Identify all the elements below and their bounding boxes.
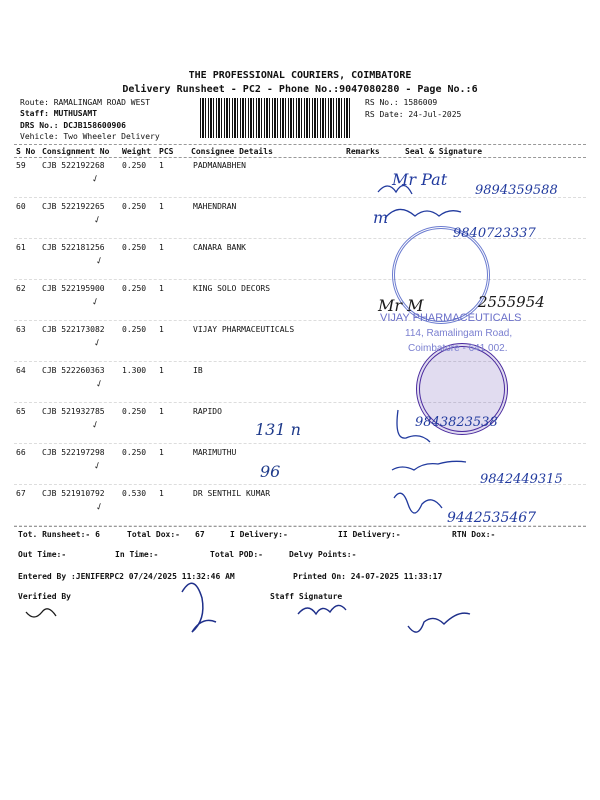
check-mark-icon: ✓ (91, 458, 103, 473)
row-pcs: 1 (159, 243, 164, 252)
check-mark-icon: ✓ (89, 417, 101, 432)
row-consignment-no: CJB 522173082 (42, 325, 105, 334)
row-sno: 67 (16, 489, 26, 498)
row-weight: 0.250 (122, 448, 147, 457)
out-time: Out Time:- (18, 550, 67, 559)
vehicle-text: Vehicle: Two Wheeler Delivery (20, 132, 160, 141)
printed-on: Printed On: 24-07-2025 11:33:17 (293, 572, 443, 581)
row-consignment-no: CJB 522260363 (42, 366, 105, 375)
row-pcs: 1 (159, 489, 164, 498)
col-pcs: PCS (159, 147, 174, 156)
rs-number: RS No.: 1586009 (365, 98, 438, 107)
totals-rule (14, 526, 586, 527)
col-consignment: Consignment No (42, 147, 110, 156)
check-mark-icon: ✓ (91, 212, 103, 227)
col-sno: S No (16, 147, 36, 156)
pharmacy-stamp-line3: Coimbatore - 641 002. (408, 343, 508, 354)
row-consignment-no: CJB 521910792 (42, 489, 105, 498)
rs-date: RS Date: 24-Jul-2025 (365, 110, 462, 119)
check-mark-icon: ✓ (93, 253, 105, 268)
row-weight: 0.250 (122, 161, 147, 170)
total-pod: Total POD:- (210, 550, 263, 559)
handwritten-phone-row60: 9840723337 (453, 226, 536, 241)
row-weight: 0.250 (122, 407, 147, 416)
row-sno: 60 (16, 202, 26, 211)
company-title: THE PROFESSIONAL COURIERS, COIMBATORE (188, 70, 412, 81)
row-sno: 64 (16, 366, 26, 375)
row-consignee: VIJAY PHARMACEUTICALS (193, 325, 295, 334)
row-weight: 0.250 (122, 202, 147, 211)
entered-by: Entered By :JENIFERPC2 07/24/2025 11:32:46 AM (18, 572, 235, 581)
staff-text: Staff: MUTHUSAMT (20, 109, 98, 118)
row-consignee: RAPIDO (193, 407, 222, 416)
total-runsheet: Tot. Runsheet:- 6 (18, 530, 100, 539)
row-consignee: DR SENTHIL KUMAR (193, 489, 271, 498)
row-consignee: MAHENDRAN (193, 202, 237, 211)
pharmacy-stamp-line2: 114, Ramalingam Road, (405, 328, 513, 339)
row-sno: 62 (16, 284, 26, 293)
row-sno: 63 (16, 325, 26, 334)
handwritten-note-row66: 96 (260, 462, 281, 481)
handwritten-sign-row62: Mr M (378, 296, 424, 315)
row-pcs: 1 (159, 202, 164, 211)
row-sno: 61 (16, 243, 26, 252)
ii-delivery: II Delivery:- (338, 530, 401, 539)
handwritten-name-row60: m (373, 208, 389, 227)
check-mark-icon: ✓ (89, 171, 101, 186)
col-seal-signature: Seal & Signature (405, 147, 483, 156)
total-dox-label: Total Dox:- (127, 530, 180, 539)
handwritten-phone-row59: 9894359588 (475, 183, 558, 198)
delivery-points: Delvy Points:- (289, 550, 357, 559)
route-text: Route: RAMALINGAM ROAD WEST (20, 98, 151, 107)
row-weight: 0.250 (122, 325, 147, 334)
i-delivery: I Delivery:- (230, 530, 288, 539)
check-mark-icon: ✓ (89, 294, 101, 309)
row-consignment-no: CJB 522197298 (42, 448, 105, 457)
verified-by-label: Verified By (18, 592, 71, 601)
check-mark-icon: ✓ (91, 335, 103, 350)
handwritten-note-row65: 131 n (255, 420, 301, 439)
rtn-dox: RTN Dox:- (452, 530, 496, 539)
row-pcs: 1 (159, 448, 164, 457)
row-sno: 66 (16, 448, 26, 457)
row-weight: 0.530 (122, 489, 147, 498)
row-consignee: PADMANABHEN (193, 161, 246, 170)
row-weight: 0.250 (122, 284, 147, 293)
check-mark-icon: ✓ (93, 499, 105, 514)
staff-signature-label: Staff Signature (270, 592, 343, 601)
check-mark-icon: ✓ (93, 376, 105, 391)
row-consignee: MARIMUTHU (193, 448, 237, 457)
row-consignment-no: CJB 521932785 (42, 407, 105, 416)
row-consignment-no: CJB 522192265 (42, 202, 105, 211)
runsheet-subtitle: Delivery Runsheet - PC2 - Phone No.:9047080280 - Page No.:6 (122, 84, 478, 95)
row-weight: 0.250 (122, 243, 147, 252)
col-weight: Weight (122, 147, 151, 156)
row-pcs: 1 (159, 161, 164, 170)
handwritten-phone-row65: 9843823538 (415, 415, 498, 430)
pharmacy-stamp-name: VIJAY PHARMACEUTICALS (380, 312, 522, 324)
row-weight: 1.300 (122, 366, 147, 375)
col-consignee: Consignee Details (191, 147, 273, 156)
row-consignment-no: CJB 522195900 (42, 284, 105, 293)
drs-number: DRS No.: DCJB158600906 (20, 121, 126, 130)
row-consignment-no: CJB 522181256 (42, 243, 105, 252)
row-consignee: IB (193, 366, 203, 375)
handwritten-phone-row67: 9442535467 (447, 510, 537, 526)
row-pcs: 1 (159, 366, 164, 375)
row-pcs: 1 (159, 407, 164, 416)
row-consignment-no: CJB 522192268 (42, 161, 105, 170)
row-consignee: KING SOLO DECORS (193, 284, 271, 293)
row-consignee: CANARA BANK (193, 243, 246, 252)
row-pcs: 1 (159, 284, 164, 293)
row-sno: 65 (16, 407, 26, 416)
row-pcs: 1 (159, 325, 164, 334)
handwritten-name-row59: Mr Pat (392, 170, 448, 189)
col-remarks: Remarks (346, 147, 380, 156)
row-sno: 59 (16, 161, 26, 170)
in-time: In Time:- (115, 550, 159, 559)
total-dox-value: 67 (195, 530, 205, 539)
handwritten-phone-row66: 9842449315 (480, 472, 563, 487)
handwritten-phone-row62: 2555954 (478, 293, 545, 311)
